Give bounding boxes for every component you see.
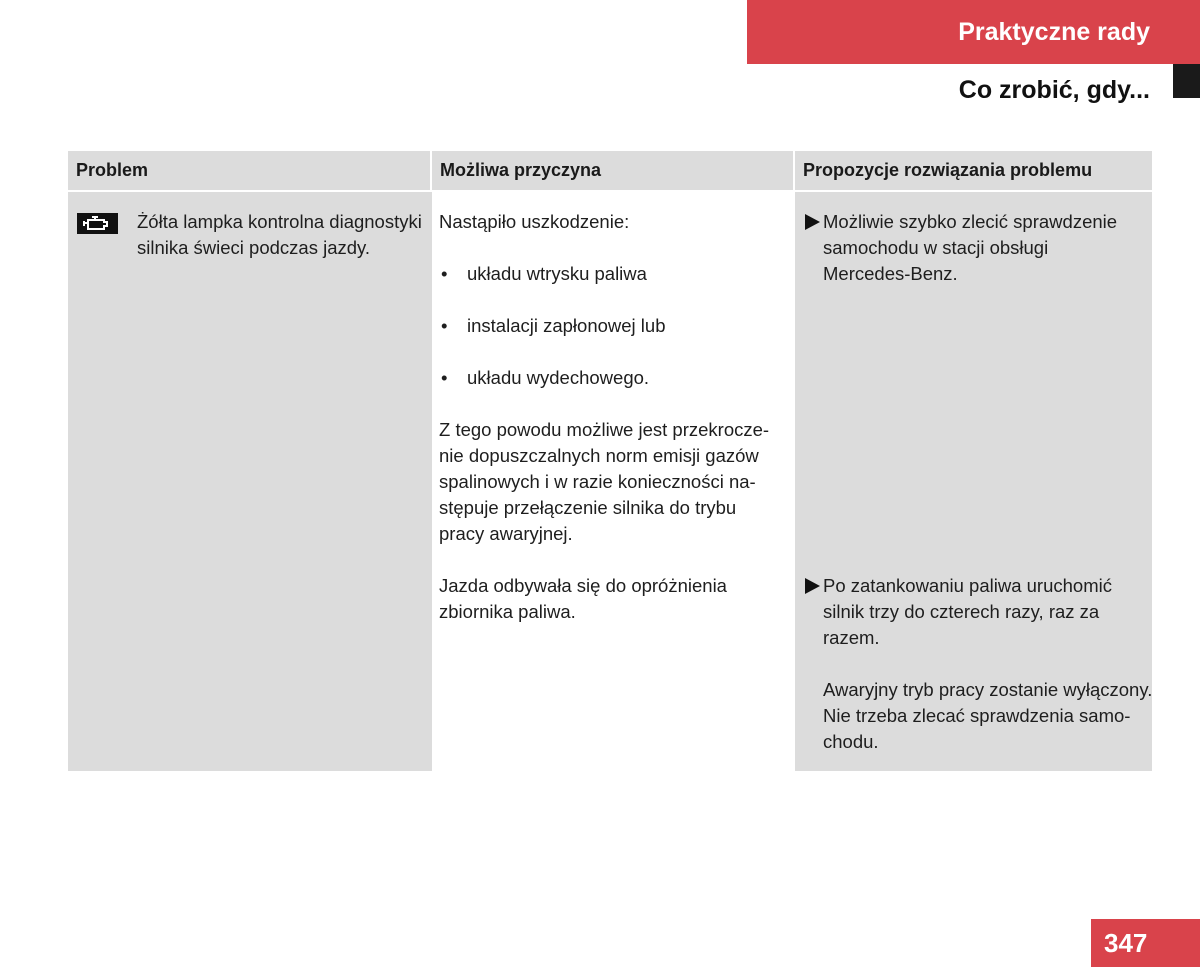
solution-cell [795,192,1152,771]
check-engine-icon [77,213,118,234]
thumb-index-marker [1173,64,1200,98]
paragraph-line: nie dopuszczalnych norm emisji gazów [439,445,759,466]
solution-note [823,677,1153,755]
page-number-text: 347 [1104,927,1148,958]
list-item-text: układu wtrysku paliwa [467,263,647,284]
problem-description [137,209,427,261]
note-line: Awaryjny tryb pracy zostanie wyłączony. [823,679,1153,700]
bullet-icon: • [441,367,448,388]
paragraph-line: zbiornika paliwa. [439,601,576,622]
note-line: chodu. [823,731,879,752]
arrow-right-icon [805,578,820,594]
cause-intro: Nastąpiło uszkodzenie: [439,211,630,232]
page-number [1091,919,1200,967]
bullet-icon: • [441,315,448,336]
paragraph-line: Jazda odbywała się do opróżnienia [439,575,727,596]
column-header-cause: Możliwa przyczyna [432,151,795,190]
problem-line: Żółta lampka kontrolna diagnostyki [137,211,422,232]
paragraph-line: pracy awaryjnej. [439,523,573,544]
solution-text [823,573,1158,651]
list-item-text: układu wydechowego. [467,367,650,388]
cause-explanation [439,417,794,547]
cause-cell [432,192,795,771]
paragraph-line: stępuje przełączenie silnika do trybu [439,497,737,518]
problem-cell [68,192,432,771]
paragraph-line: spalinowych i w razie konieczności na- [439,471,756,492]
solution-line: razem. [823,627,880,648]
bullet-icon: • [441,263,448,284]
problem-line: silnika świeci podczas jazdy. [137,237,371,258]
solution-line: Możliwie szybko zlecić sprawdzenie [823,211,1118,232]
solution-text [823,209,1158,287]
chapter-title: Co zrobić, gdy... [958,76,1150,104]
column-header-problem: Problem [68,151,432,190]
paragraph-line: Z tego powodu możliwe jest przekrocze- [439,419,770,440]
table-header [68,151,1152,190]
solution-line: Mercedes-Benz. [823,263,958,284]
list-item-text: instalacji zapłonowej lub [467,315,666,336]
table-row [68,190,1152,771]
solution-line: silnik trzy do czterech razy, raz za [823,601,1100,622]
solution-line: Po zatankowaniu paliwa uruchomić [823,575,1112,596]
note-line: Nie trzeba zlecać sprawdzenia samo- [823,705,1131,726]
section-title: Praktyczne rady [958,17,1150,46]
troubleshooting-table [68,151,1152,771]
section-tab [747,0,1200,64]
column-header-solution: Propozycje rozwiązania problemu [803,160,1093,180]
arrow-right-icon [805,214,820,230]
solution-line: samochodu w stacji obsługi [823,237,1049,258]
cause-secondary [439,573,794,625]
